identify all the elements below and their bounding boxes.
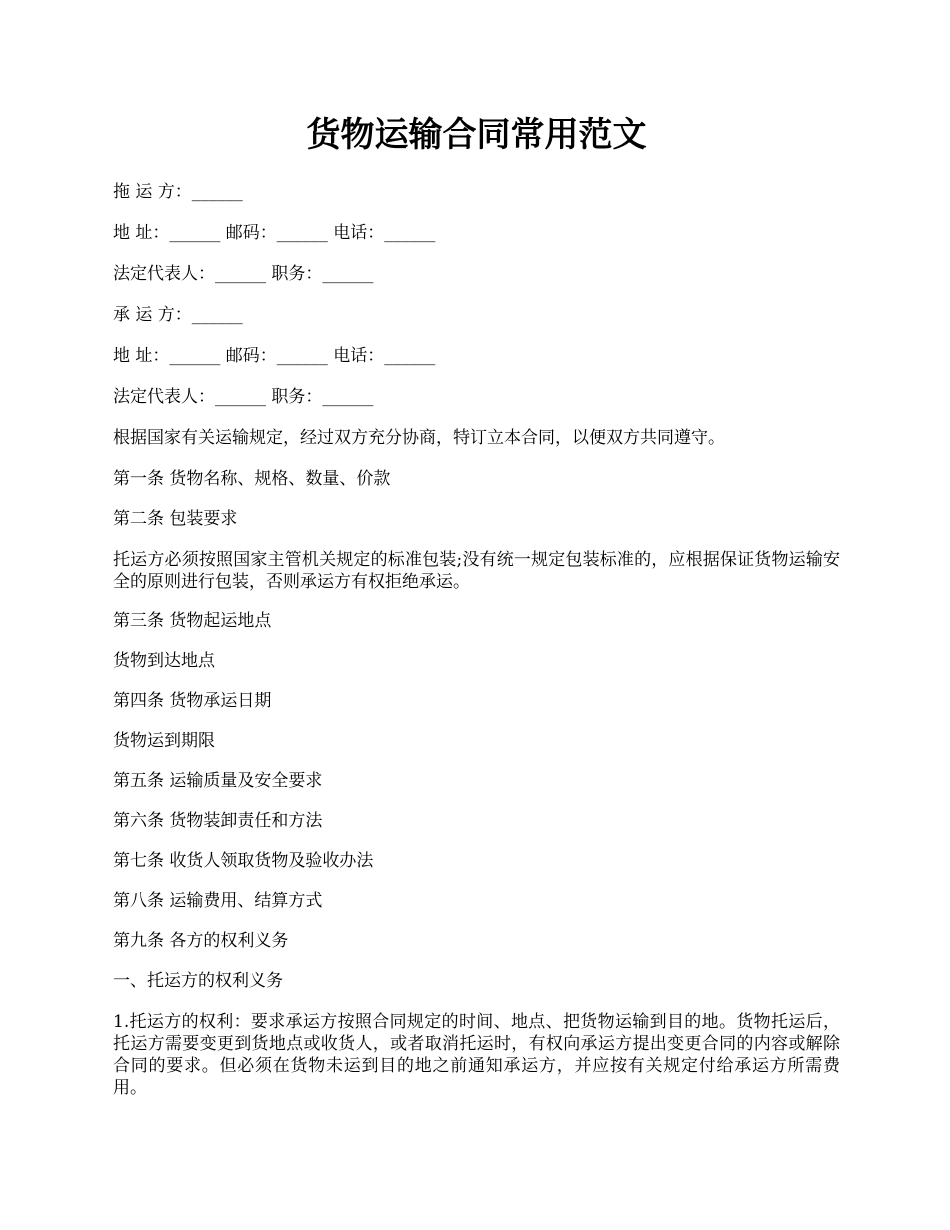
consignor-rights-paragraph: 1.托运方的权利：要求承运方按照合同规定的时间、地点、把货物运输到目的地。货物托运后，托运方需要变更到货地点或收货人，或者取消托运时，有权向承运方提出变更合同的内容或解除合同的要求。但必须在货物未运到目的地之前通知承运方，并应按有关规定付给承运方所需费用。 (113, 1012, 840, 1098)
consignor-representative-line: 法定代表人：______ 职务：______ (113, 264, 374, 284)
preamble-paragraph: 根据国家有关运输规定，经过双方充分协商，特订立本合同，以便双方共同遵守。 (113, 428, 725, 448)
arrival-location-line: 货物到达地点 (113, 651, 215, 671)
article-9-heading: 第九条 各方的权利义务 (113, 931, 289, 951)
carrier-representative-line: 法定代表人：______ 职务：______ (113, 387, 374, 407)
article-6-heading: 第六条 货物装卸责任和方法 (113, 811, 323, 831)
article-2-heading: 第二条 包装要求 (113, 509, 238, 529)
carrier-address-line: 地 址：______ 邮码：______ 电话：______ (113, 346, 436, 366)
article-5-heading: 第五条 运输质量及安全要求 (113, 771, 323, 791)
article-8-heading: 第八条 运输费用、结算方式 (113, 891, 323, 911)
delivery-deadline-line: 货物运到期限 (113, 731, 215, 751)
article-1-heading: 第一条 货物名称、规格、数量、价款 (113, 469, 391, 489)
section-1-heading: 一、托运方的权利义务 (113, 971, 283, 991)
consignor-address-line: 地 址：______ 邮码：______ 电话：______ (113, 223, 436, 243)
article-3-heading: 第三条 货物起运地点 (113, 611, 272, 631)
article-7-heading: 第七条 收货人领取货物及验收办法 (113, 851, 374, 871)
document-title: 货物运输合同常用范文 (306, 115, 647, 155)
carrier-line: 承 运 方：______ (113, 305, 243, 325)
consignor-line: 拖 运 方：______ (113, 182, 243, 202)
article-4-heading: 第四条 货物承运日期 (113, 691, 272, 711)
packaging-paragraph: 托运方必须按照国家主管机关规定的标准包装;没有统一规定包装标准的，应根据保证货物运输安全的原则进行包装，否则承运方有权拒绝承运。 (113, 550, 840, 592)
